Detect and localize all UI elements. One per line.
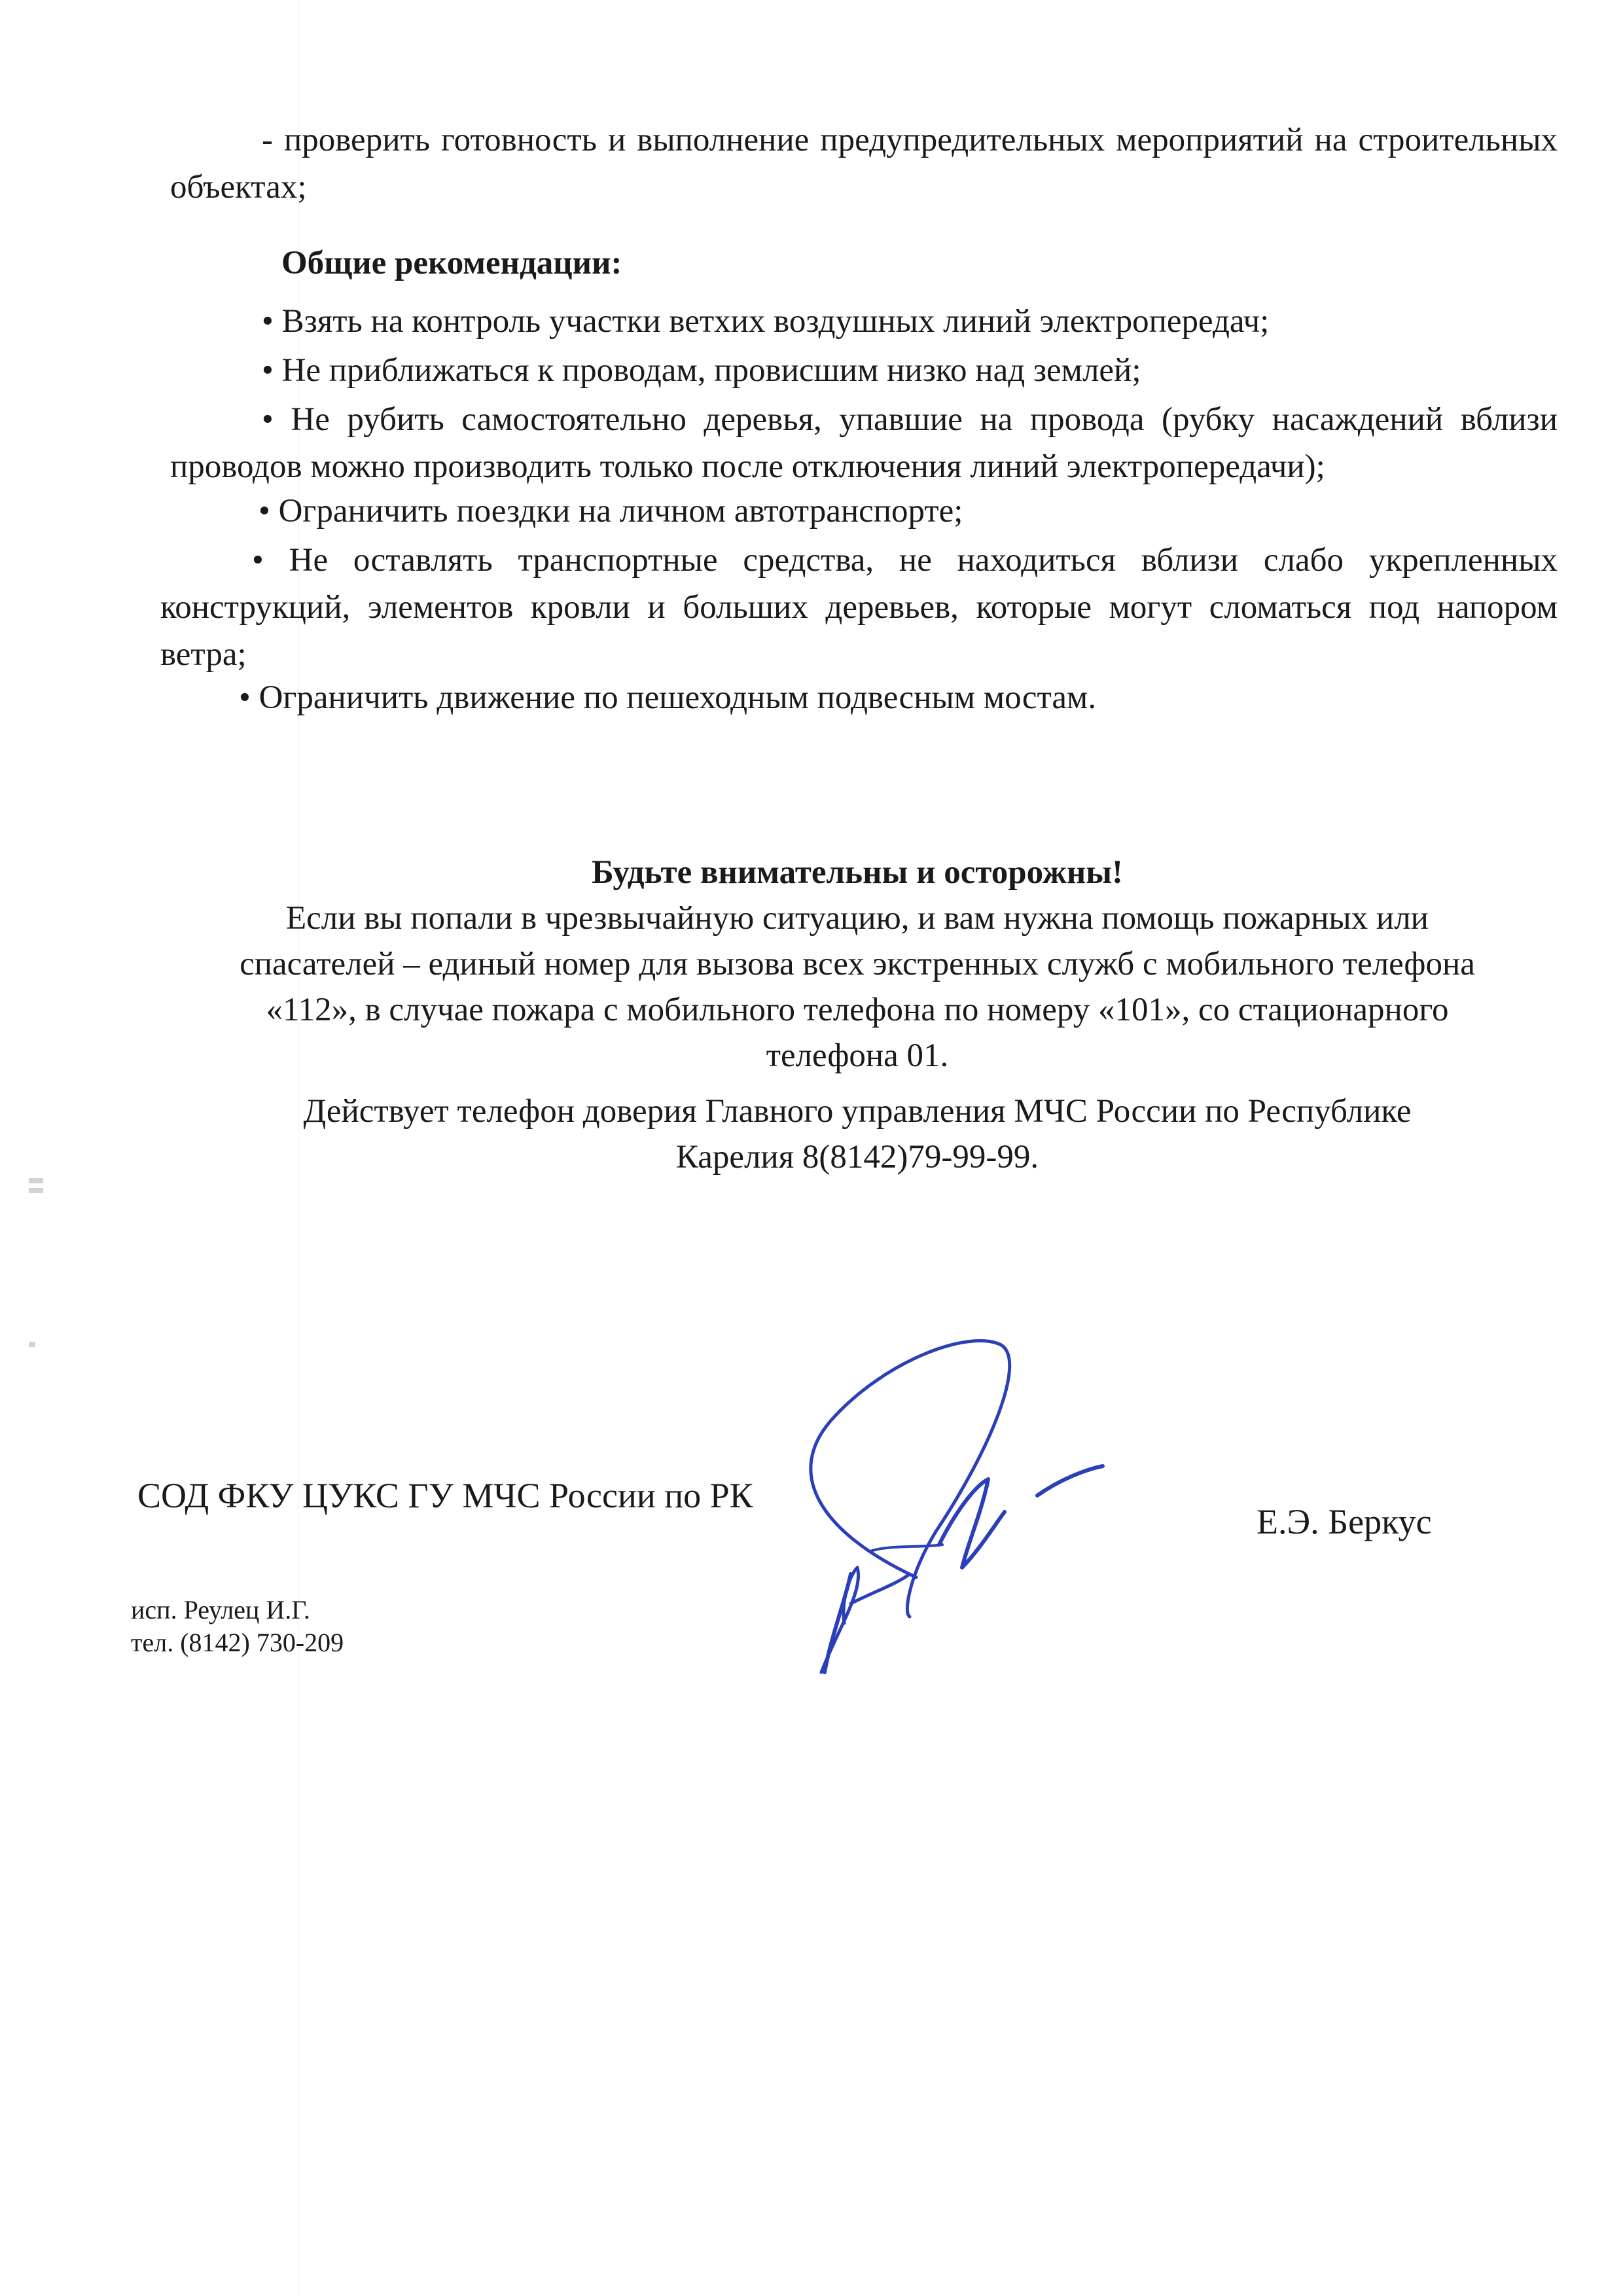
scan-artifact xyxy=(29,1342,35,1347)
signer-name: Е.Э. Беркус xyxy=(1257,1502,1432,1541)
hotline-text-line: Действует телефон доверия Главного управления МЧС России по Республике xyxy=(303,1093,1412,1130)
recommendation-item: • Ограничить движение по пешеходным подвесным мостам. xyxy=(239,679,1097,716)
recommendation-item: • Взять на контроль участки ветхих воздушных линий электропередач; xyxy=(262,303,1270,340)
handwritten-signature xyxy=(772,1316,1139,1695)
warning-title: Будьте внимательны и осторожны! xyxy=(591,854,1123,891)
scan-artifact xyxy=(29,1188,43,1193)
recommendation-item: • Ограничить поездки на личном автотранспорте; xyxy=(259,493,963,529)
executor-name: исп. Реулец И.Г. xyxy=(131,1595,310,1624)
emergency-text-line: спасателей – единый номер для вызова всех экстренных служб с мобильного телефона xyxy=(240,946,1475,982)
hotline-text-line: Карелия 8(8142)79-99-99. xyxy=(675,1139,1039,1175)
executor-phone: тел. (8142) 730-209 xyxy=(131,1628,344,1657)
emergency-text-line: телефона 01. xyxy=(766,1037,949,1074)
recommendations-heading: Общие рекомендации: xyxy=(281,245,622,281)
item-building-objects: - проверить готовность и выполнение предупредительных мероприятий на строительных объектах; xyxy=(170,122,1558,206)
scan-artifact xyxy=(29,1178,43,1183)
emergency-text-line: «112», в случае пожара с мобильного телефона по номеру «101», со стационарного xyxy=(266,992,1449,1028)
signer-organization: СОД ФКУ ЦУКС ГУ МЧС России по РК xyxy=(137,1476,753,1515)
emergency-text-line: Если вы попали в чрезвычайную ситуацию, и вам нужна помощь пожарных или xyxy=(286,900,1429,937)
recommendation-item: • Не рубить самостоятельно деревья, упавшие на провода (рубку насаждений вблизи проводов можно производить только после отключения линий электропередачи); xyxy=(170,401,1558,485)
recommendation-item: • Не оставлять транспортные средства, не находиться вблизи слабо укрепленных конструкций, элементов кровли и больших деревьев, которые могут сломаться под напором ветра; xyxy=(160,542,1558,673)
recommendation-item: • Не приближаться к проводам, провисшим низко над землей; xyxy=(262,352,1141,389)
